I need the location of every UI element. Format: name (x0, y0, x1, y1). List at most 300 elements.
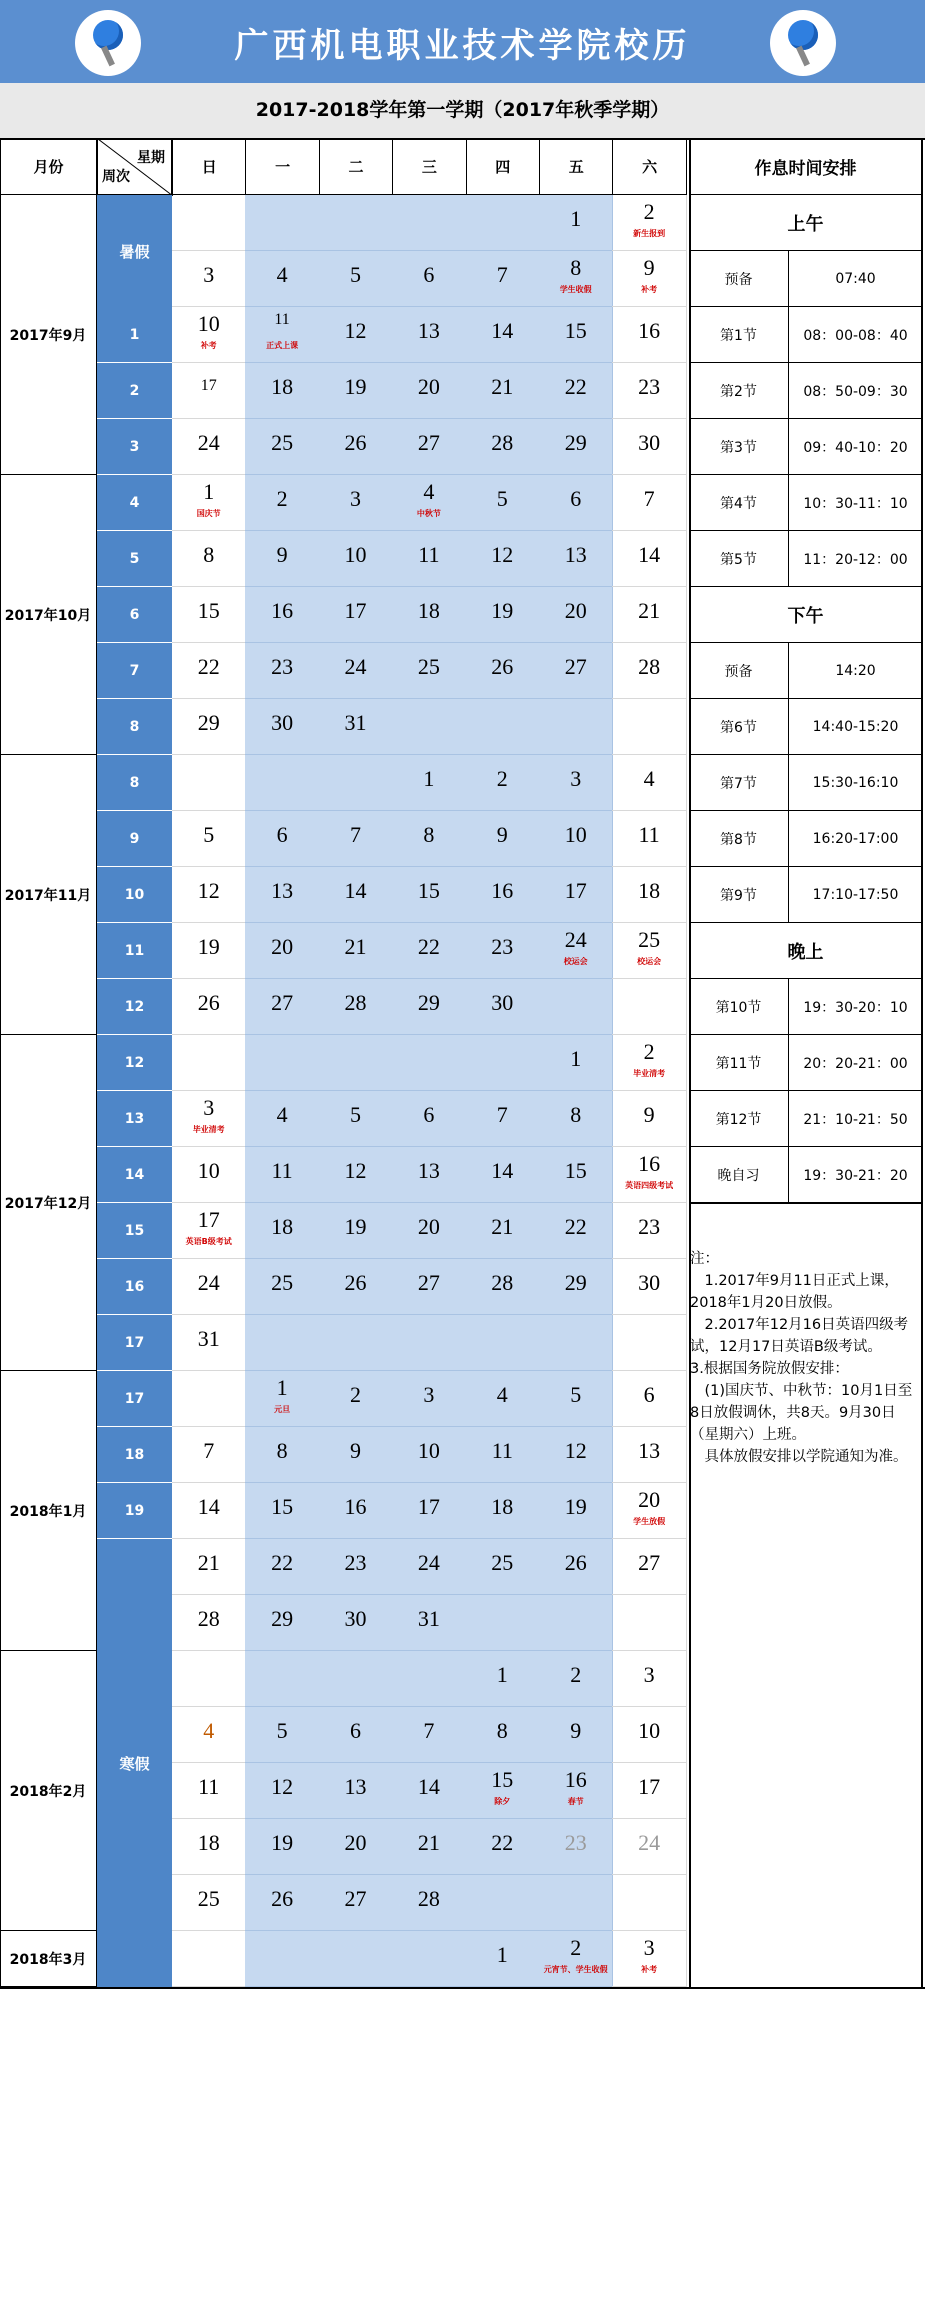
day-number: 14 (197, 1494, 220, 1519)
day-number: 25 (417, 654, 440, 679)
day-cell (172, 1427, 246, 1483)
day-cell (612, 531, 686, 587)
schedule-period-header: 晚上 (689, 923, 922, 979)
day-number: 13 (417, 318, 440, 343)
day-number: 16 (344, 1494, 367, 1519)
day-cell (539, 1819, 613, 1875)
day-number: 17 (344, 598, 367, 623)
day-number: 10 (564, 822, 587, 847)
day-cell (392, 699, 466, 755)
day-cell (466, 195, 540, 251)
day-number: 16 (491, 878, 514, 903)
day-number: 13 (638, 1438, 661, 1463)
day-note: 补考 (641, 1965, 658, 1974)
day-cell (245, 1315, 319, 1371)
day-number: 23 (564, 1830, 587, 1855)
day-number: 28 (197, 1606, 220, 1631)
day-number: 4 (643, 766, 655, 791)
day-cell (319, 867, 393, 923)
schedule-period-label: 第2节 (689, 363, 789, 419)
day-cell (466, 1371, 540, 1427)
day-number: 28 (417, 1886, 440, 1911)
day-note: 春节 (567, 1797, 584, 1806)
day-cell (319, 1707, 393, 1763)
day-cell (466, 1539, 540, 1595)
day-cell (392, 475, 466, 531)
day-cell (319, 1595, 393, 1651)
day-cell (172, 195, 246, 251)
week-number: 16 (97, 1259, 172, 1315)
day-number: 22 (564, 374, 587, 399)
day-cell (172, 1539, 246, 1595)
day-number: 14 (491, 1158, 514, 1183)
month-label: 2017年10月 (0, 475, 97, 755)
day-cell (466, 475, 540, 531)
day-number: 21 (197, 1550, 220, 1575)
week-number: 寒假 (97, 1539, 172, 1987)
day-number: 24 (417, 1550, 440, 1575)
month-header: 月份 (0, 138, 97, 195)
day-cell (612, 251, 686, 307)
day-cell (612, 1875, 686, 1931)
day-cell (539, 363, 613, 419)
schedule-period-label: 晚自习 (689, 1147, 789, 1203)
day-number: 16 (638, 318, 661, 343)
day-cell (466, 1427, 540, 1483)
week-weekday-header (97, 138, 172, 195)
week-number: 19 (97, 1483, 172, 1539)
day-cell (539, 1875, 613, 1931)
day-cell (466, 1091, 540, 1147)
day-number: 11 (491, 1438, 513, 1463)
day-cell (245, 923, 319, 979)
day-number: 31 (344, 710, 367, 735)
week-number: 9 (97, 811, 172, 867)
day-number: 17 (638, 1774, 661, 1799)
day-number: 24 (197, 430, 220, 455)
day-number: 2 (276, 486, 288, 511)
day-note: 元宵节、学生收假 (543, 1965, 608, 1974)
day-number: 17 (200, 377, 217, 394)
day-cell (172, 531, 246, 587)
day-cell (319, 475, 393, 531)
day-cell (319, 1539, 393, 1595)
day-number: 12 (491, 542, 514, 567)
schedule-period-label: 第3节 (689, 419, 789, 475)
day-number: 16 (638, 1151, 661, 1176)
day-number: 20 (271, 934, 294, 959)
day-number: 26 (564, 1550, 587, 1575)
day-cell (466, 1147, 540, 1203)
schedule-period-label: 第9节 (689, 867, 789, 923)
day-cell (319, 1091, 393, 1147)
schedule-period-time: 19：30-20：10 (789, 979, 922, 1035)
day-cell (245, 1427, 319, 1483)
day-cell (319, 1203, 393, 1259)
day-cell (245, 867, 319, 923)
day-number: 8 (203, 542, 215, 567)
day-note: 英语四级考试 (625, 1181, 674, 1190)
day-number: 6 (423, 1102, 435, 1127)
day-cell (392, 1371, 466, 1427)
table-border-line (0, 138, 925, 140)
day-number: 20 (564, 598, 587, 623)
schedule-period-label: 第12节 (689, 1091, 789, 1147)
day-number: 4 (276, 1102, 288, 1127)
day-number: 10 (197, 1158, 220, 1183)
month-label: 2017年11月 (0, 755, 97, 1035)
day-number: 18 (491, 1494, 514, 1519)
day-cell (392, 1539, 466, 1595)
day-cell (539, 1595, 613, 1651)
day-cell (319, 1875, 393, 1931)
note-line: 注： (690, 1251, 719, 1267)
day-number: 9 (570, 1718, 582, 1743)
day-number: 3 (423, 1382, 435, 1407)
day-note: 学生放假 (633, 1517, 666, 1526)
weekday-header: 四 (466, 138, 540, 195)
day-note: 新生报到 (633, 229, 666, 238)
day-cell (172, 1203, 246, 1259)
day-cell (172, 475, 246, 531)
week-number: 4 (97, 475, 172, 531)
day-number: 4 (203, 1718, 215, 1743)
semester-notes (690, 1248, 918, 1468)
weekday-header: 二 (319, 138, 393, 195)
day-cell (245, 251, 319, 307)
day-cell (612, 1595, 686, 1651)
day-number: 8 (423, 822, 435, 847)
day-cell (392, 307, 466, 363)
day-cell (612, 1819, 686, 1875)
day-number: 24 (564, 927, 587, 952)
day-number: 2 (570, 1662, 582, 1687)
day-number: 25 (271, 1270, 294, 1295)
schedule-period-label: 预备 (689, 643, 789, 699)
day-cell (466, 1707, 540, 1763)
day-number: 13 (564, 542, 587, 567)
week-number: 1 (97, 307, 172, 363)
day-number: 16 (271, 598, 294, 623)
day-cell (392, 1203, 466, 1259)
day-number: 30 (491, 990, 514, 1015)
day-number: 2 (349, 1382, 361, 1407)
week-number: 8 (97, 755, 172, 811)
day-number: 30 (344, 1606, 367, 1631)
day-number: 15 (491, 1767, 514, 1792)
day-cell (172, 643, 246, 699)
day-cell (392, 1763, 466, 1819)
day-number: 9 (349, 1438, 361, 1463)
day-cell (245, 1819, 319, 1875)
day-cell (539, 1259, 613, 1315)
day-number: 27 (564, 654, 587, 679)
day-cell (612, 1147, 686, 1203)
day-note: 元旦 (274, 1405, 291, 1414)
day-number: 17 (417, 1494, 440, 1519)
day-cell (392, 867, 466, 923)
day-cell (319, 923, 393, 979)
day-number: 11 (271, 1158, 293, 1183)
week-number: 7 (97, 643, 172, 699)
day-cell (245, 307, 319, 363)
day-cell (539, 755, 613, 811)
day-cell (539, 475, 613, 531)
day-number: 3 (643, 1662, 655, 1687)
day-number: 7 (203, 1438, 215, 1463)
day-number: 23 (638, 374, 661, 399)
schedule-period-time: 17:10-17:50 (789, 867, 922, 923)
day-number: 26 (344, 1270, 367, 1295)
day-cell (539, 811, 613, 867)
day-number: 23 (491, 934, 514, 959)
week-number: 2 (97, 363, 172, 419)
schedule-period-time: 16:20-17:00 (789, 811, 922, 867)
note-line: 3.根据国务院放假安排： (690, 1361, 849, 1377)
day-cell (392, 363, 466, 419)
day-cell (319, 699, 393, 755)
day-cell (466, 1259, 540, 1315)
day-cell (539, 1483, 613, 1539)
day-cell (172, 307, 246, 363)
day-cell (319, 1035, 393, 1091)
day-number: 28 (491, 1270, 514, 1295)
day-cell (612, 1483, 686, 1539)
day-number: 20 (344, 1830, 367, 1855)
day-cell (612, 979, 686, 1035)
day-number: 29 (271, 1606, 294, 1631)
day-number: 19 (564, 1494, 587, 1519)
day-cell (392, 1315, 466, 1371)
day-number: 22 (491, 1830, 514, 1855)
day-cell (539, 1763, 613, 1819)
day-cell (172, 699, 246, 755)
semester-subtitle: 2017-2018学年第一学期（2017年秋季学期） (0, 83, 925, 138)
day-number: 29 (197, 710, 220, 735)
day-cell (612, 643, 686, 699)
day-cell (172, 1707, 246, 1763)
day-number: 6 (643, 1382, 655, 1407)
day-number: 27 (638, 1550, 661, 1575)
day-cell (539, 923, 613, 979)
note-line: 具体放假安排以学院通知为准。 (690, 1449, 908, 1465)
month-label: 2017年9月 (0, 195, 97, 475)
day-cell (172, 1483, 246, 1539)
schedule-period-label: 第5节 (689, 531, 789, 587)
day-cell (392, 419, 466, 475)
day-cell (392, 1819, 466, 1875)
day-note: 英语B级考试 (185, 1237, 232, 1246)
day-number: 2 (496, 766, 508, 791)
schedule-period-time: 20：20-21：00 (789, 1035, 922, 1091)
day-cell (172, 923, 246, 979)
day-cell (612, 1203, 686, 1259)
day-cell (539, 251, 613, 307)
schedule-period-label: 第10节 (689, 979, 789, 1035)
day-cell (172, 1595, 246, 1651)
day-number: 1 (203, 479, 215, 504)
day-number: 8 (570, 1102, 582, 1127)
schedule-header: 作息时间安排 (689, 138, 922, 195)
day-number: 19 (197, 934, 220, 959)
day-number: 18 (271, 1214, 294, 1239)
day-number: 16 (564, 1767, 587, 1792)
table-border-line (921, 138, 923, 1987)
day-note: 校运会 (637, 957, 662, 966)
day-cell (172, 1315, 246, 1371)
day-cell (539, 587, 613, 643)
note-line: 1.2017年9月11日正式上课，2018年1月20日放假。 (690, 1273, 899, 1311)
day-cell (392, 1035, 466, 1091)
day-cell (392, 531, 466, 587)
day-note: 中秋节 (416, 509, 441, 518)
day-cell (466, 1595, 540, 1651)
day-number: 23 (344, 1550, 367, 1575)
day-cell (612, 1651, 686, 1707)
day-cell (392, 1147, 466, 1203)
day-cell (319, 307, 393, 363)
day-cell (466, 699, 540, 755)
day-number: 26 (197, 990, 220, 1015)
schedule-period-time: 08：50-09：30 (789, 363, 922, 419)
day-note: 毕业清考 (633, 1069, 666, 1078)
day-note: 正式上课 (266, 341, 299, 350)
day-cell (466, 419, 540, 475)
day-number: 15 (197, 598, 220, 623)
day-cell (172, 587, 246, 643)
day-number: 10 (344, 542, 367, 567)
day-cell (612, 1259, 686, 1315)
month-label: 2018年3月 (0, 1931, 97, 1987)
day-number: 2 (643, 1039, 655, 1064)
day-cell (245, 811, 319, 867)
day-cell (245, 699, 319, 755)
day-number: 21 (638, 598, 661, 623)
day-number: 21 (417, 1830, 440, 1855)
note-line: 2.2017年12月16日英语四级考试，12月17日英语B级考试。 (690, 1317, 909, 1355)
day-number: 24 (344, 654, 367, 679)
day-number: 18 (197, 1830, 220, 1855)
day-cell (392, 195, 466, 251)
day-cell (245, 195, 319, 251)
day-cell (245, 1875, 319, 1931)
day-number: 28 (344, 990, 367, 1015)
day-number: 7 (496, 1102, 508, 1127)
table-border-line (0, 138, 1, 1987)
day-number: 18 (417, 598, 440, 623)
day-cell (466, 1483, 540, 1539)
week-number: 17 (97, 1315, 172, 1371)
weekday-header: 一 (245, 138, 319, 195)
day-cell (245, 755, 319, 811)
day-number: 21 (344, 934, 367, 959)
day-cell (319, 1763, 393, 1819)
day-cell (466, 587, 540, 643)
day-cell (612, 307, 686, 363)
day-number: 25 (271, 430, 294, 455)
day-cell (319, 1259, 393, 1315)
day-cell (466, 251, 540, 307)
day-cell (392, 1483, 466, 1539)
day-cell (612, 195, 686, 251)
week-number: 14 (97, 1147, 172, 1203)
schedule-period-time: 07:40 (789, 251, 922, 307)
day-number: 18 (638, 878, 661, 903)
day-cell (612, 1763, 686, 1819)
day-number: 4 (423, 479, 435, 504)
day-cell (539, 1931, 613, 1987)
day-cell (392, 923, 466, 979)
day-cell (612, 1371, 686, 1427)
day-cell (245, 363, 319, 419)
day-cell (392, 1259, 466, 1315)
day-cell (466, 307, 540, 363)
day-number: 8 (570, 255, 582, 280)
day-cell (612, 1315, 686, 1371)
day-cell (319, 1819, 393, 1875)
day-cell (245, 1539, 319, 1595)
day-number: 2 (643, 199, 655, 224)
schedule-period-label: 第8节 (689, 811, 789, 867)
day-number: 15 (564, 318, 587, 343)
day-cell (392, 1931, 466, 1987)
day-number: 5 (203, 822, 215, 847)
day-cell (392, 1875, 466, 1931)
day-number: 19 (491, 598, 514, 623)
day-cell (245, 1091, 319, 1147)
day-number: 30 (271, 710, 294, 735)
day-cell (172, 867, 246, 923)
day-number: 9 (643, 255, 655, 280)
day-number: 1 (570, 206, 582, 231)
month-label: 2018年1月 (0, 1371, 97, 1651)
day-number: 29 (564, 1270, 587, 1295)
day-cell (466, 531, 540, 587)
day-number: 31 (417, 1606, 440, 1631)
day-number: 22 (197, 654, 220, 679)
schedule-period-label: 预备 (689, 251, 789, 307)
day-cell (612, 755, 686, 811)
day-cell (612, 923, 686, 979)
day-cell (612, 587, 686, 643)
week-number: 15 (97, 1203, 172, 1259)
day-cell (612, 363, 686, 419)
day-cell (539, 1091, 613, 1147)
day-number: 5 (496, 486, 508, 511)
day-number: 5 (276, 1718, 288, 1743)
day-number: 24 (197, 1270, 220, 1295)
day-cell (245, 1035, 319, 1091)
schedule-period-time: 19：30-21：20 (789, 1147, 922, 1203)
day-number: 12 (344, 1158, 367, 1183)
day-number: 5 (570, 1382, 582, 1407)
schedule-period-time: 08：00-08：40 (789, 307, 922, 363)
day-number: 17 (197, 1207, 220, 1232)
schedule-period-time: 14:20 (789, 643, 922, 699)
day-cell (466, 1203, 540, 1259)
day-note: 校运会 (563, 957, 588, 966)
day-cell (245, 1651, 319, 1707)
day-number: 10 (197, 311, 220, 336)
schedule-period-time: 10：30-11：10 (789, 475, 922, 531)
day-cell (319, 251, 393, 307)
day-cell (466, 1931, 540, 1987)
day-number: 20 (417, 374, 440, 399)
week-number: 12 (97, 1035, 172, 1091)
day-number: 15 (417, 878, 440, 903)
day-note: 补考 (641, 285, 658, 294)
day-number: 3 (349, 486, 361, 511)
